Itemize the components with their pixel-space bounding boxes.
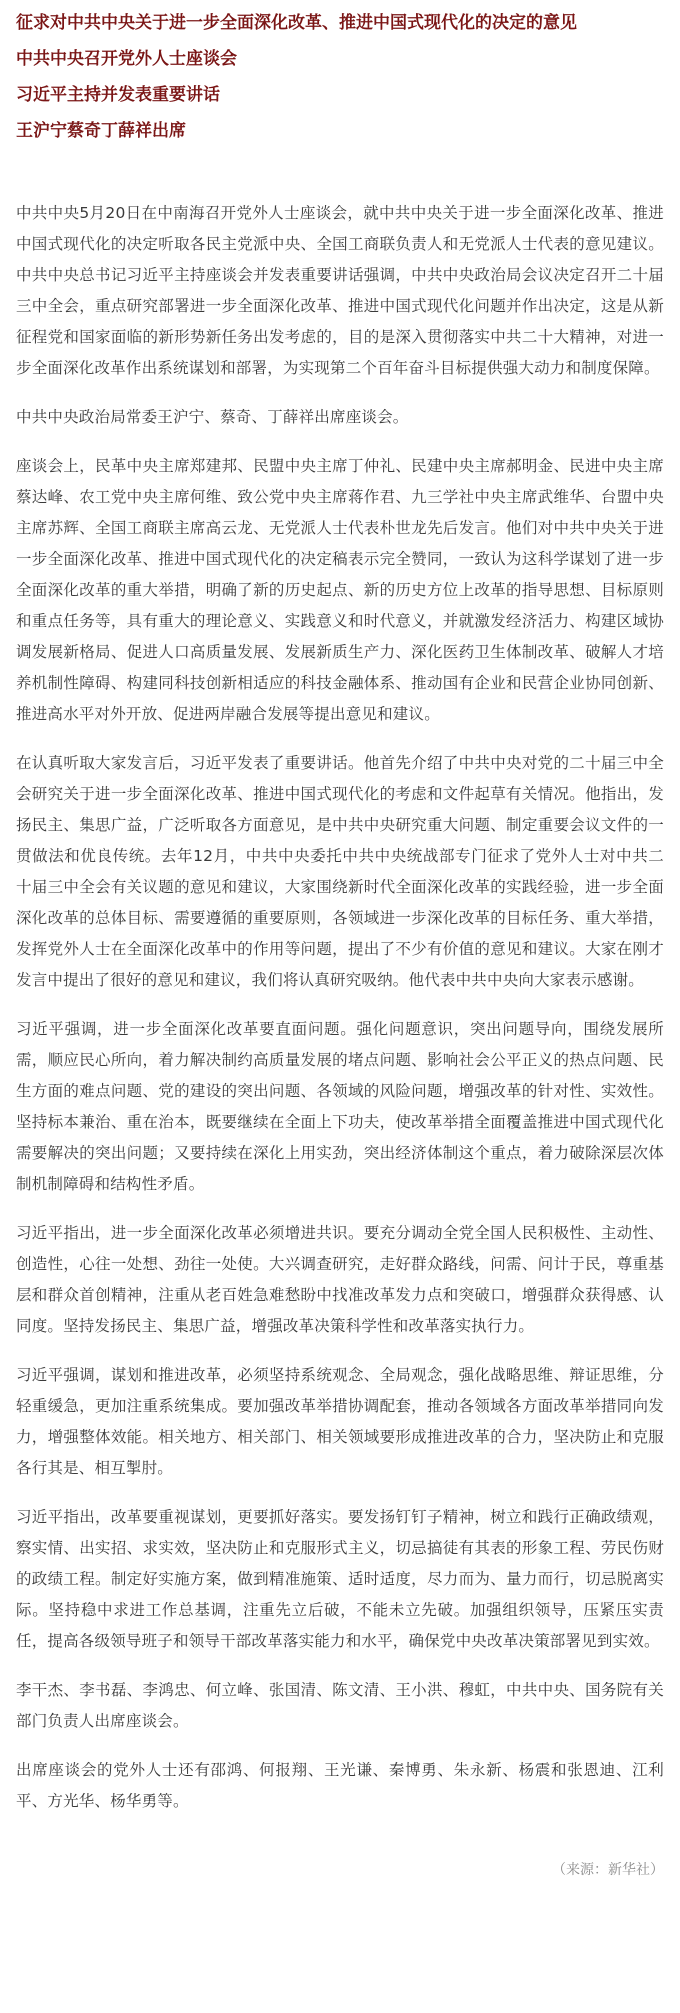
paragraph-5: 习近平强调，进一步全面深化改革要直面问题。强化问题意识，突出问题导向，围绕发展所需，顺应民心所向，着力解决制约高质量发展的堵点问题、影响社会公平正义的热点问题、民生方面的难点问题、党的建设的突出问题、各领域的风险问题，增强改革的针对性、实效性。坚持标本兼治、重在治本，既要继续在全面上下功夫，使改革举措全面覆盖推进中国式现代化需要解决的突出问题；又要持续在深化上用实劲，突出经济体制这个重点，着力破除深层次体制机制障碍和结构性矛盾。 xyxy=(16,1020,664,1193)
paragraph-3: 座谈会上，民革中央主席郑建邦、民盟中央主席丁仲礼、民建中央主席郝明金、民进中央主席蔡达峰、农工党中央主席何维、致公党中央主席蒋作君、九三学社中央主席武维华、台盟中央主席苏辉、全国工商联主席高云龙、无党派人士代表朴世龙先后发言。他们对中共中央关于进一步全面深化改革、推进中国式现代化的决定稿表示完全赞同，一致认为这科学谋划了进一步全面深化改革的重大举措，明确了新的历史起点、新的历史方位上改革的指导思想、目标原则和重点任务等，具有重大的理论意义、实践意义和时代意义，并就激发经济活力、构建区域协调发展新格局、促进人口高质量发展、发展新质生产力、深化医药卫生体制改革、破解人才培养机制性障碍、构建同科技创新相适应的科技金融体系、推动国有企业和民营企业协同创新、推进高水平对外开放、促进两岸融合发展等提出意见和建议。 xyxy=(16,457,664,723)
headline-1: 征求对中共中央关于进一步全面深化改革、推进中国式现代化的决定的意见 xyxy=(16,13,577,33)
paragraph-9: 李干杰、李书磊、李鸿忠、何立峰、张国清、陈文清、王小洪、穆虹，中共中央、国务院有关部门负责人出席座谈会。 xyxy=(16,1681,664,1730)
paragraph-2: 中共中央政治局常委王沪宁、蔡奇、丁薛祥出席座谈会。 xyxy=(16,408,409,426)
source-credit: （来源：新华社） xyxy=(552,1862,664,1878)
headline-3: 习近平主持并发表重要讲话 xyxy=(16,85,220,105)
paragraph-10: 出席座谈会的党外人士还有邵鸿、何报翔、王光谦、秦博勇、朱永新、杨震和张恩迪、江利平、方光华、杨华勇等。 xyxy=(16,1761,664,1810)
paragraph-4: 在认真听取大家发言后，习近平发表了重要讲话。他首先介绍了中共中央对党的二十届三中全会研究关于进一步全面深化改革、推进中国式现代化的考虑和文件起草有关情况。他指出，发扬民主、集思广益，广泛听取各方面意见，是中共中央研究重大问题、制定重要会议文件的一贯做法和优良传统。去年12月，中共中央委托中共中央统战部专门征求了党外人士对中共二十届三中全会有关议题的意见和建议，大家围绕新时代全面深化改革的实践经验，进一步全面深化改革的总体目标、需要遵循的重要原则，各领域进一步深化改革的目标任务、重大举措，发挥党外人士在全面深化改革中的作用等问题，提出了不少有价值的意见和建议。大家在刚才发言中提出了很好的意见和建议，我们将认真研究吸纳。他代表中共中央向大家表示感谢。 xyxy=(16,754,664,989)
paragraph-7: 习近平强调，谋划和推进改革，必须坚持系统观念、全局观念，强化战略思维、辩证思维，分轻重缓急，更加注重系统集成。要加强改革举措协调配套，推动各领域各方面改革举措同向发力，增强整体效能。相关地方、相关部门、相关领域要形成推进改革的合力，坚决防止和克服各行其是、相互掣肘。 xyxy=(16,1366,664,1477)
paragraph-8: 习近平指出，改革要重视谋划，更要抓好落实。要发扬钉钉子精神，树立和践行正确政绩观，察实情、出实招、求实效，坚决防止和克服形式主义，切忌搞徒有其表的形象工程、劳民伤财的政绩工程。制定好实施方案，做到精准施策、适时适度，尽力而为、量力而行，切忌脱离实际。坚持稳中求进工作总基调，注重先立后破，不能未立先破。加强组织领导，压紧压实责任，提高各级领导班子和领导干部改革落实能力和水平，确保党中央改革决策部署见到实效。 xyxy=(16,1508,664,1650)
headline-2: 中共中央召开党外人士座谈会 xyxy=(16,49,237,69)
paragraph-6: 习近平指出，进一步全面深化改革必须增进共识。要充分调动全党全国人民积极性、主动性、创造性，心往一处想、劲往一处使。大兴调查研究，走好群众路线，问需、问计于民，尊重基层和群众首创精神，注重从老百姓急难愁盼中找准改革发力点和突破口，增强群众获得感、认同度。坚持发扬民主、集思广益，增强改革决策科学性和改革落实执行力。 xyxy=(16,1224,664,1335)
headline-4: 王沪宁蔡奇丁薛祥出席 xyxy=(16,121,186,141)
article-body xyxy=(16,198,664,1817)
paragraph-1: 中共中央5月20日在中南海召开党外人士座谈会，就中共中央关于进一步全面深化改革、推进中国式现代化的决定听取各民主党派中央、全国工商联负责人和无党派人士代表的意见建议。中共中央总书记习近平主持座谈会并发表重要讲话强调，中共中央政治局会议决定召开二十届三中全会，重点研究部署进一步全面深化改革、推进中国式现代化问题并作出决定，这是从新征程党和国家面临的新形势新任务出发考虑的，目的是深入贯彻落实中共二十大精神，对进一步全面深化改革作出系统谋划和部署，为实现第二个百年奋斗目标提供强大动力和制度保障。 xyxy=(16,204,664,377)
